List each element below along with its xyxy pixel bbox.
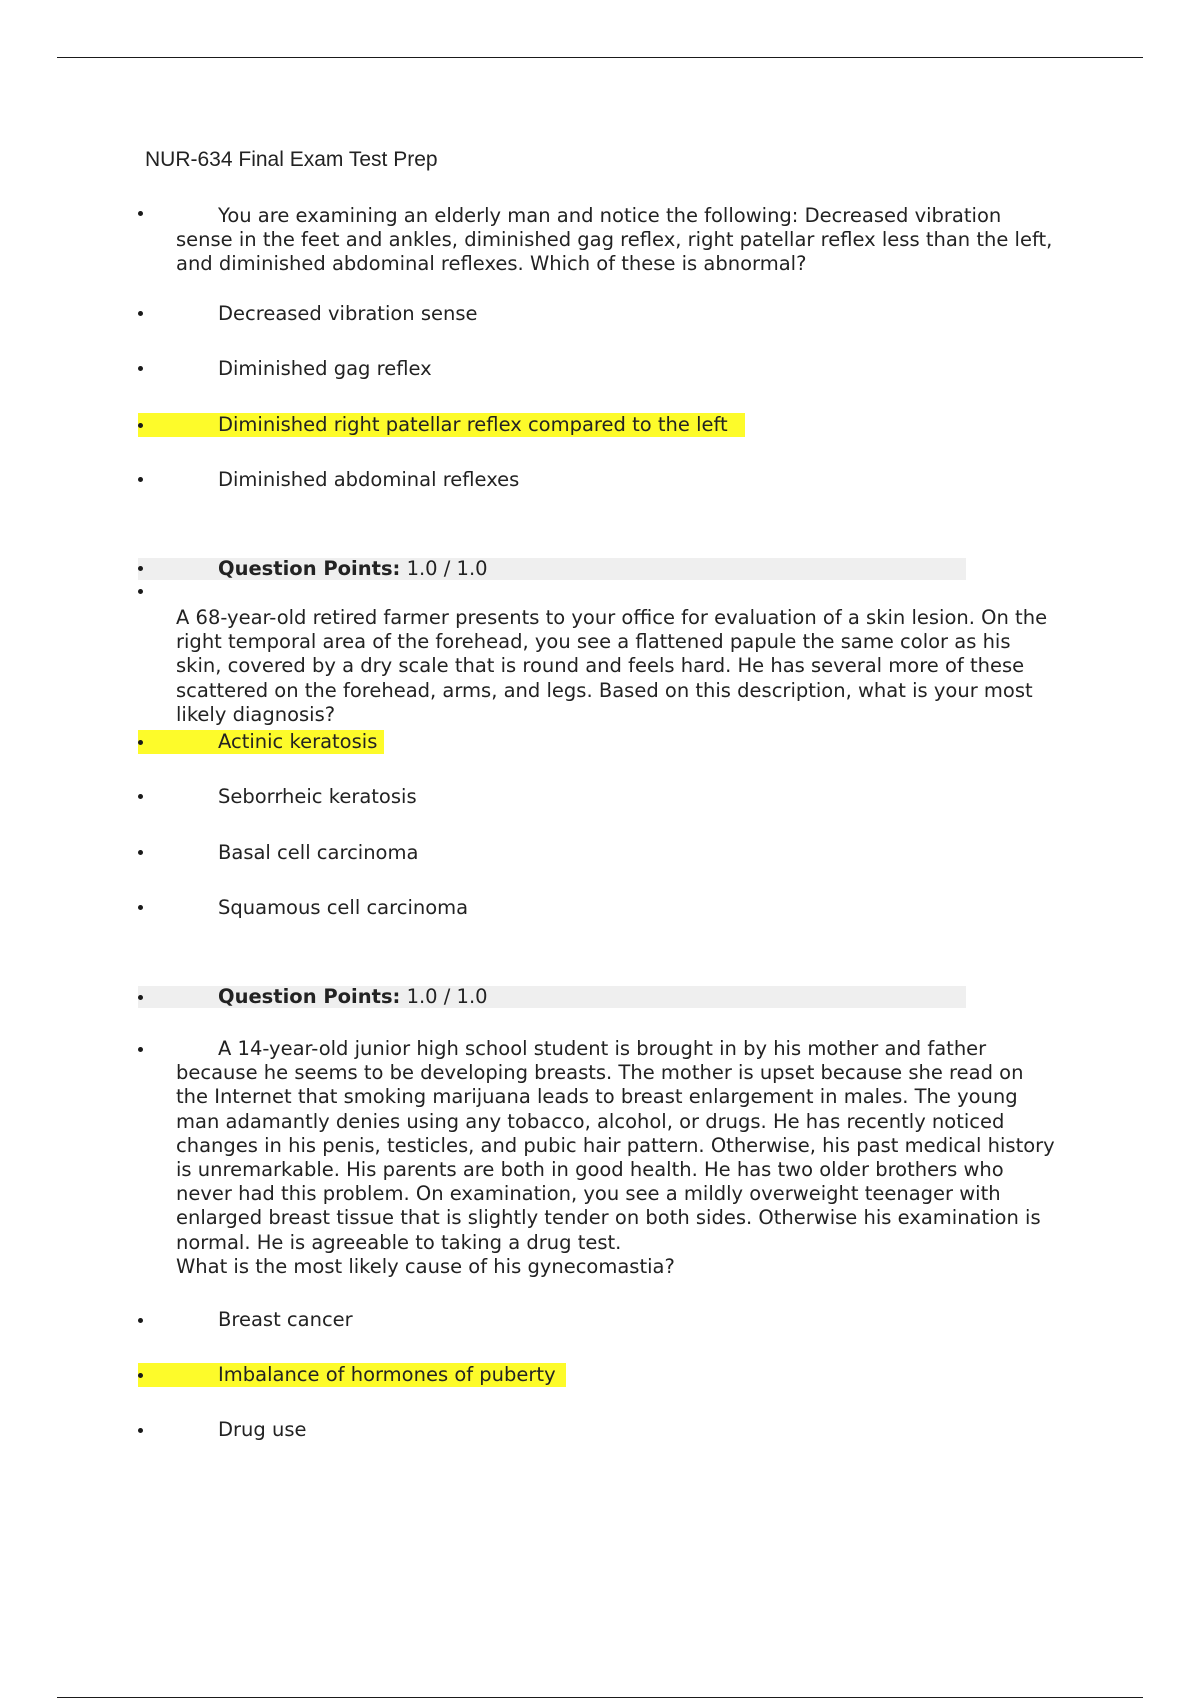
bullet xyxy=(138,589,143,594)
bullet xyxy=(138,566,143,571)
q2-option-3: Basal cell carcinoma xyxy=(218,841,419,864)
q2-option-2: Seborrheic keratosis xyxy=(218,785,417,808)
bullet xyxy=(138,423,143,428)
question-3-text: A 14-year-old junior high school student is brought in by his mother and father because he seems to be developing breasts. The mother is upset because she read on the Internet that smoking marijuana leads to breast enlargement in males. The young man adamantly denies using any tobacco, alcohol, or drugs. He has recently noticed changes in his penis, testicles, and pubic hair pattern. Otherwise, his past medical history is unremarkable. His parents are both in good health. He has two older brothers who never had this problem. On examination, you see a mildly overweight teenager with enlarged breast tissue that is slightly tender on both sides. Otherwise his examination is normal. He is agreeable to taking a drug test. What is the most likely cause of his gynecomastia? xyxy=(176,1037,1055,1278)
q1-option-4: Diminished abdominal reflexes xyxy=(218,468,520,491)
bullet xyxy=(138,366,143,371)
bullet xyxy=(138,995,143,1000)
bullet xyxy=(138,211,143,216)
question-1-text: You are examining an elderly man and notice the following: Decreased vibration sense in the feet and ankles, diminished gag reflex, right patellar reflex less than the left, and diminished abdominal reflexes. Which of these is abnormal? xyxy=(176,204,1053,276)
q3-option-2-correct: Imbalance of hormones of puberty xyxy=(218,1363,556,1386)
q3-option-3: Drug use xyxy=(218,1418,307,1441)
q3-option-1: Breast cancer xyxy=(218,1308,353,1331)
q2-points: Question Points: 1.0 / 1.0 xyxy=(218,985,488,1008)
bullet xyxy=(138,1373,143,1378)
q1-option-2: Diminished gag reflex xyxy=(218,357,432,380)
bullet xyxy=(138,850,143,855)
bullet xyxy=(138,477,143,482)
bullet xyxy=(138,740,143,745)
bullet xyxy=(138,905,143,910)
q2-option-1-correct: Actinic keratosis xyxy=(218,730,378,753)
bullet xyxy=(138,1047,143,1052)
bullet xyxy=(138,794,143,799)
bullet xyxy=(138,1428,143,1433)
q1-option-3-correct: Diminished right patellar reflex compared to the left xyxy=(218,413,728,436)
q1-option-1: Decreased vibration sense xyxy=(218,302,478,325)
header-rule xyxy=(57,57,1143,58)
footer-rule xyxy=(57,1697,1143,1698)
question-3-prompt: What is the most likely cause of his gynecomastia? xyxy=(176,1254,675,1278)
q1-points: Question Points: 1.0 / 1.0 xyxy=(218,557,488,580)
bullet xyxy=(138,1318,143,1323)
bullet xyxy=(138,311,143,316)
question-2-text: A 68-year-old retired farmer presents to your office for evaluation of a skin lesion. On the right temporal area of the forehead, you see a flattened papule the same color as his skin, covered by a dry scale that is round and feels hard. He has several more of these scattered on the forehead, arms, and legs. Based on this description, what is your most likely diagnosis? xyxy=(176,606,1048,726)
document-title: NUR-634 Final Exam Test Prep xyxy=(145,148,438,171)
q2-option-4: Squamous cell carcinoma xyxy=(218,896,469,919)
